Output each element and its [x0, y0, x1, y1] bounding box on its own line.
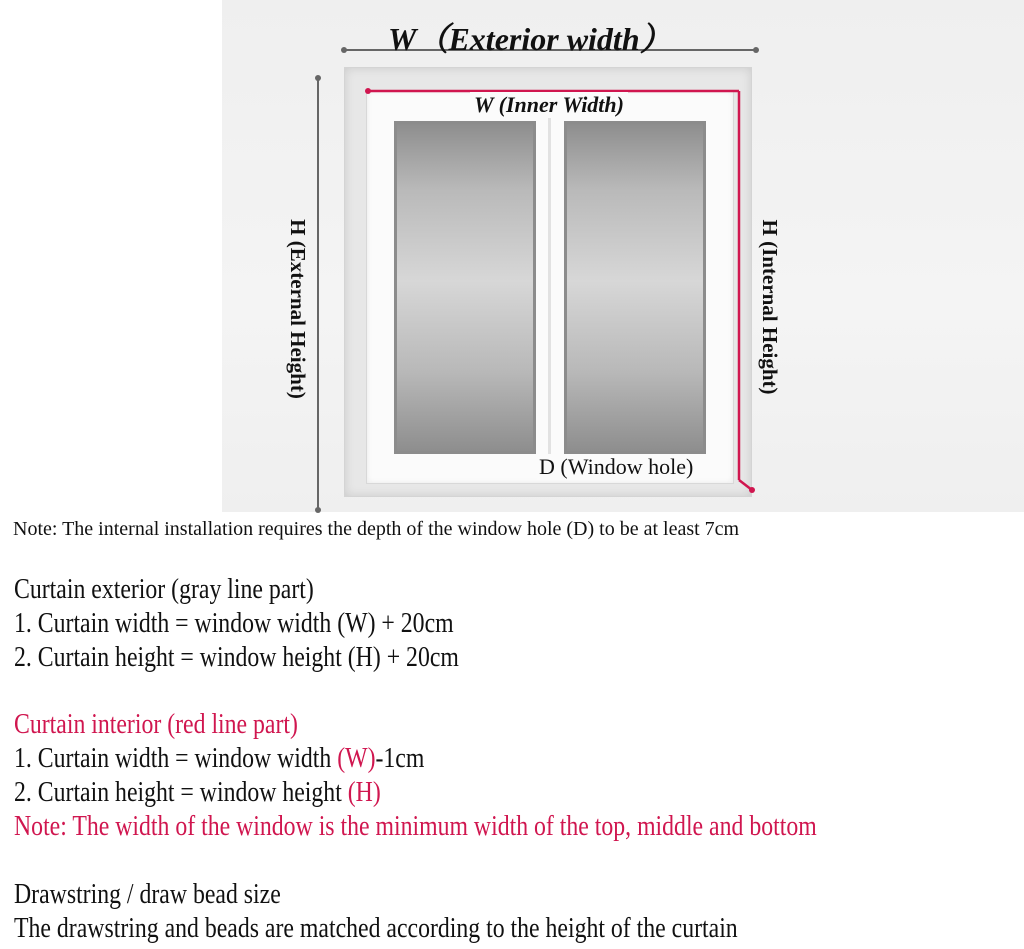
exterior-width-label: W（Exterior width） [388, 21, 672, 57]
exterior-width-rule: 1. Curtain width = window width (W) + 20cm [14, 607, 454, 639]
drawstring-instructions [14, 877, 738, 945]
internal-height-label: H (Internal Height) [758, 219, 782, 395]
drawstring-text: The drawstring and beads are matched according to the height of the curtain [14, 912, 738, 944]
interior-width-rule-prefix: 1. Curtain width = window width [14, 742, 338, 774]
exterior-height-end-top [315, 75, 321, 81]
exterior-title: Curtain exterior (gray line part) [14, 573, 314, 605]
interior-title: Curtain interior (red line part) [14, 708, 298, 740]
interior-width-note: Note: The width of the window is the minimum width of the top, middle and bottom [14, 810, 817, 842]
interior-height-rule-prefix: 2. Curtain height = window height [14, 776, 348, 808]
installation-note: Note: The internal installation requires the depth of the window hole (D) to be at least 7cm [13, 518, 740, 540]
interior-height-rule [14, 775, 817, 809]
interior-height-symbol: (H) [347, 776, 381, 808]
exterior-height-rule: 2. Curtain height = window height (H) + 20cm [14, 641, 459, 673]
interior-width-symbol: (W) [337, 742, 376, 774]
drawstring-title: Drawstring / draw bead size [14, 878, 281, 910]
exterior-width-end-right [753, 47, 759, 53]
interior-instructions [14, 707, 817, 843]
exterior-height-end-bottom [315, 507, 321, 513]
inner-width-end-left [365, 88, 371, 94]
interior-width-rule-suffix: -1cm [375, 742, 425, 774]
exterior-width-end-left [341, 47, 347, 53]
inner-width-label: W (Inner Width) [470, 92, 628, 118]
interior-width-rule [14, 741, 817, 775]
external-height-label: H (External Height) [286, 219, 310, 399]
exterior-instructions [14, 572, 459, 674]
window-hole-depth-end [749, 487, 755, 493]
window-hole-label: D (Window hole) [539, 454, 694, 479]
